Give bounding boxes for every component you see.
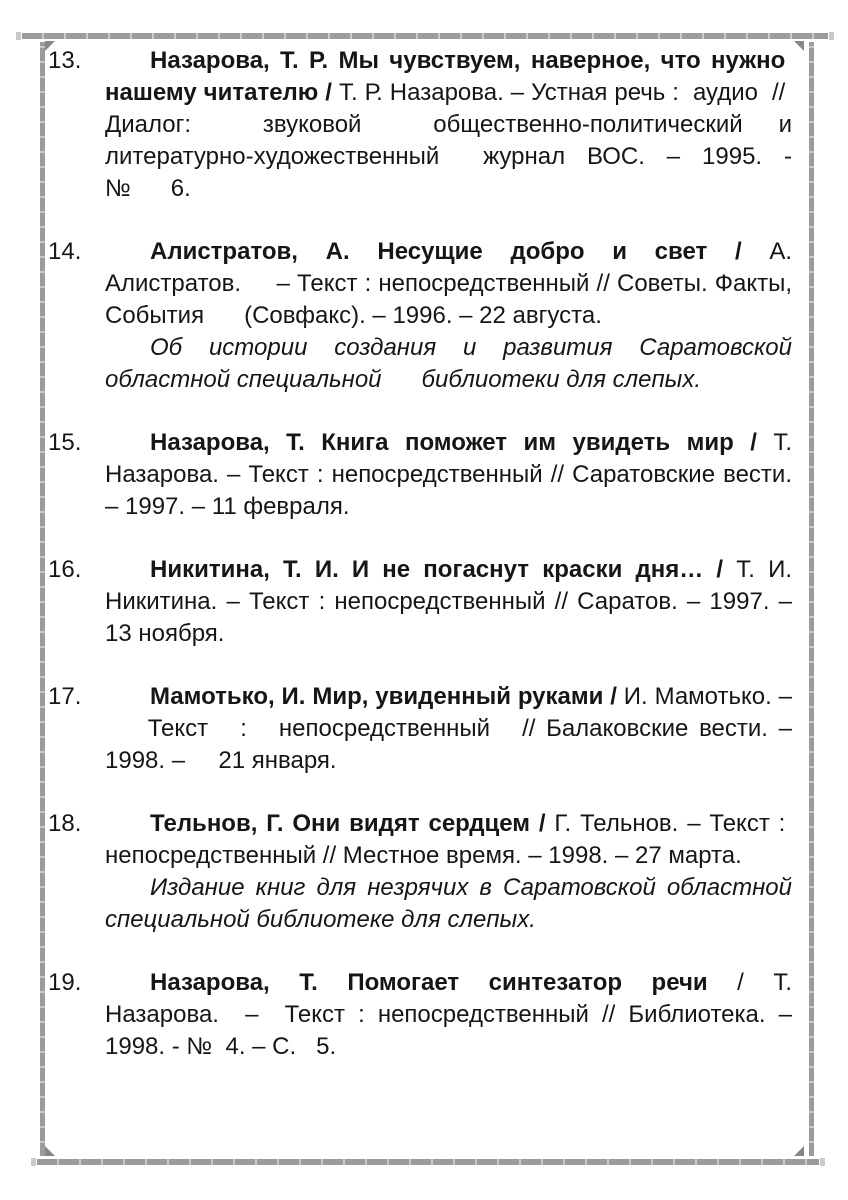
bibliography-entry [48, 681, 792, 777]
border-endcap [31, 1158, 36, 1166]
entry-text [105, 236, 792, 332]
entry-title: Тельнов, Г. Они видят сердцем / [150, 810, 555, 837]
corner-triangle-icon [794, 41, 804, 51]
corner-triangle-icon [794, 1146, 804, 1156]
border-endcap [829, 32, 834, 40]
corner-triangle-icon [45, 1146, 55, 1156]
entry-title: Мамотько, И. Мир, увиденный руками / [150, 683, 624, 710]
entry-text [105, 554, 792, 650]
entry-annotation: Об истории создания и развития Саратовской областной специальной библиотеки для слепых. [105, 334, 792, 393]
bibliography-entry [48, 554, 792, 650]
entry-number: 18. [48, 810, 82, 837]
entry-title: Алистратов, А. Несущие добро и свет / [150, 238, 770, 265]
bibliography-entry [48, 236, 792, 396]
entry-details: Т. И. Никитина. – Текст : непосредственный // Саратов. – 1997. – 13 ноября. [105, 556, 792, 647]
bibliography-entry [48, 45, 792, 205]
bibliography-entry [48, 808, 792, 936]
entry-number: 16. [48, 556, 82, 583]
entry-text [105, 45, 792, 205]
entry-text [105, 967, 792, 1063]
entry-title: Назарова, Т. Помогает синтезатор речи [150, 969, 708, 996]
entry-details: / Т. Назарова. – Текст : непосредственный // Библиотека. – 1998. - № 4. – С. 5. [105, 969, 793, 1060]
entry-title: Назарова, Т. Р. Мы чувствуем, наверное, что нужно нашему читателю / [105, 47, 792, 106]
bibliography-list [48, 45, 792, 1063]
entry-text [105, 681, 792, 777]
entry-annotation: Издание книг для незрячих в Саратовской областной специальной библиотеке для слепых. [105, 874, 792, 933]
bibliography-entry [48, 967, 792, 1063]
entry-number: 15. [48, 429, 82, 456]
entry-number: 14. [48, 238, 82, 265]
border-right-rule [809, 42, 814, 1156]
border-top-rule [22, 33, 828, 39]
entry-title: Никитина, Т. И. И не погаснут краски дня… / [150, 556, 737, 583]
border-endcap [16, 32, 21, 40]
border-endcap [820, 1158, 825, 1166]
entry-details: Т. Назарова. – Текст : непосредственный // Саратовские вести. – 1997. – 11 февраля. [105, 429, 792, 520]
border-left-rule [40, 42, 45, 1156]
entry-title: Назарова, Т. Книга поможет им увидеть мир / [150, 429, 774, 456]
entry-number: 13. [48, 47, 82, 74]
entry-details: Г. Тельнов. – Текст : непосредственный // Местное время. – 1998. – 27 марта. [105, 810, 792, 869]
border-bottom-rule [37, 1159, 819, 1165]
entry-details: И. Мамотько. – Текст : непосредственный // Балаковские вести. – 1998. – 21 января. [105, 683, 792, 774]
entry-details: Т. Р. Назарова. – Устная речь : аудио // Диалог: звуковой общественно-политический и литературно-художественный журнал ВОС. – 1995. - № 6. [105, 79, 792, 202]
entry-details: А. Алистратов. – Текст : непосредственный // Советы. Факты, События (Совфакс). – 1996. – 22 августа. [105, 238, 792, 329]
bibliography-entry [48, 427, 792, 523]
entry-text [105, 427, 792, 523]
entry-number: 19. [48, 969, 82, 996]
entry-number: 17. [48, 683, 82, 710]
entry-text [105, 808, 792, 872]
